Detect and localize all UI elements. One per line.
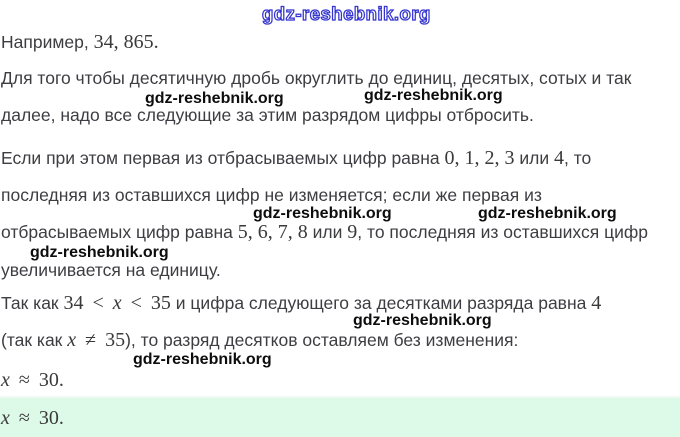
text-segment: или xyxy=(514,148,554,168)
site-watermark: gdz-reshebnik.org xyxy=(353,312,492,329)
site-watermark: gdz-reshebnik.org xyxy=(145,90,284,107)
math-relation-symbol: < xyxy=(130,292,142,314)
text-segment: Так как xyxy=(1,293,64,313)
text-line xyxy=(1,146,591,172)
text-segment: отбрасываемых цифр равна xyxy=(1,222,238,242)
text-line xyxy=(1,183,542,209)
text-line xyxy=(1,258,221,284)
result-formula xyxy=(1,406,64,432)
text-line xyxy=(1,103,534,129)
math-relation-symbol: ≈ xyxy=(18,407,30,429)
text-segment: увеличивается на единицу. xyxy=(1,260,221,280)
math-segment: 34 xyxy=(63,292,84,314)
math-relation-symbol: ≠ xyxy=(85,329,97,351)
text-segment: далее, надо все следующие за этим разрядом цифры отбросить. xyxy=(1,105,534,125)
text-segment: ), то разряд десятков оставляем без изменения: xyxy=(125,330,519,350)
math-variable: x xyxy=(1,369,10,391)
text-segment: (так как xyxy=(1,330,68,350)
math-variable: x xyxy=(67,329,77,351)
text-segment: , то xyxy=(563,148,592,168)
site-watermark-outlined: gdz-reshebnik.org xyxy=(262,3,431,24)
math-segment: 30. xyxy=(38,407,64,429)
site-watermark: gdz-reshebnik.org xyxy=(133,351,272,368)
text-line xyxy=(1,368,64,394)
math-segment: 35 xyxy=(105,329,126,351)
math-segment: 4 xyxy=(553,147,564,169)
text-segment: Для того чтобы десятичную дробь округлить до единиц, десятых, сотых и так xyxy=(1,68,632,88)
text-segment: , то последняя из оставшихся цифр xyxy=(357,222,649,242)
math-segment: 5, 6, 7, 8 xyxy=(237,221,308,243)
text-line xyxy=(1,328,518,354)
result-block xyxy=(0,396,680,437)
text-segment: последняя из оставшихся цифр не изменяется; если же первая из xyxy=(1,185,542,205)
text-line xyxy=(1,291,601,317)
math-segment: 0, 1, 2, 3 xyxy=(444,147,515,169)
math-segment: 30. xyxy=(38,369,64,391)
text-line xyxy=(1,30,159,56)
text-segment: или xyxy=(307,222,348,242)
text-segment: Если при этом первая из отбрасываемых цифр равна xyxy=(1,148,445,168)
math-segment: 9 xyxy=(347,221,358,243)
text-line xyxy=(1,220,648,246)
math-segment: 4 xyxy=(591,292,602,314)
text-segment: Например, xyxy=(1,32,94,52)
text-line xyxy=(1,66,631,92)
math-variable: x xyxy=(1,407,10,429)
site-watermark: gdz-reshebnik.org xyxy=(364,87,503,104)
site-watermark: gdz-reshebnik.org xyxy=(30,244,169,261)
math-relation-symbol: < xyxy=(92,292,104,314)
math-segment: 35 xyxy=(150,292,171,314)
site-watermark: gdz-reshebnik.org xyxy=(478,205,617,222)
text-segment: и цифра следующего за десятками разряда равна xyxy=(170,293,592,313)
math-relation-symbol: ≈ xyxy=(18,369,30,391)
site-watermark: gdz-reshebnik.org xyxy=(253,205,392,222)
math-variable: x xyxy=(112,292,122,314)
math-segment: 34, 865. xyxy=(93,31,159,53)
